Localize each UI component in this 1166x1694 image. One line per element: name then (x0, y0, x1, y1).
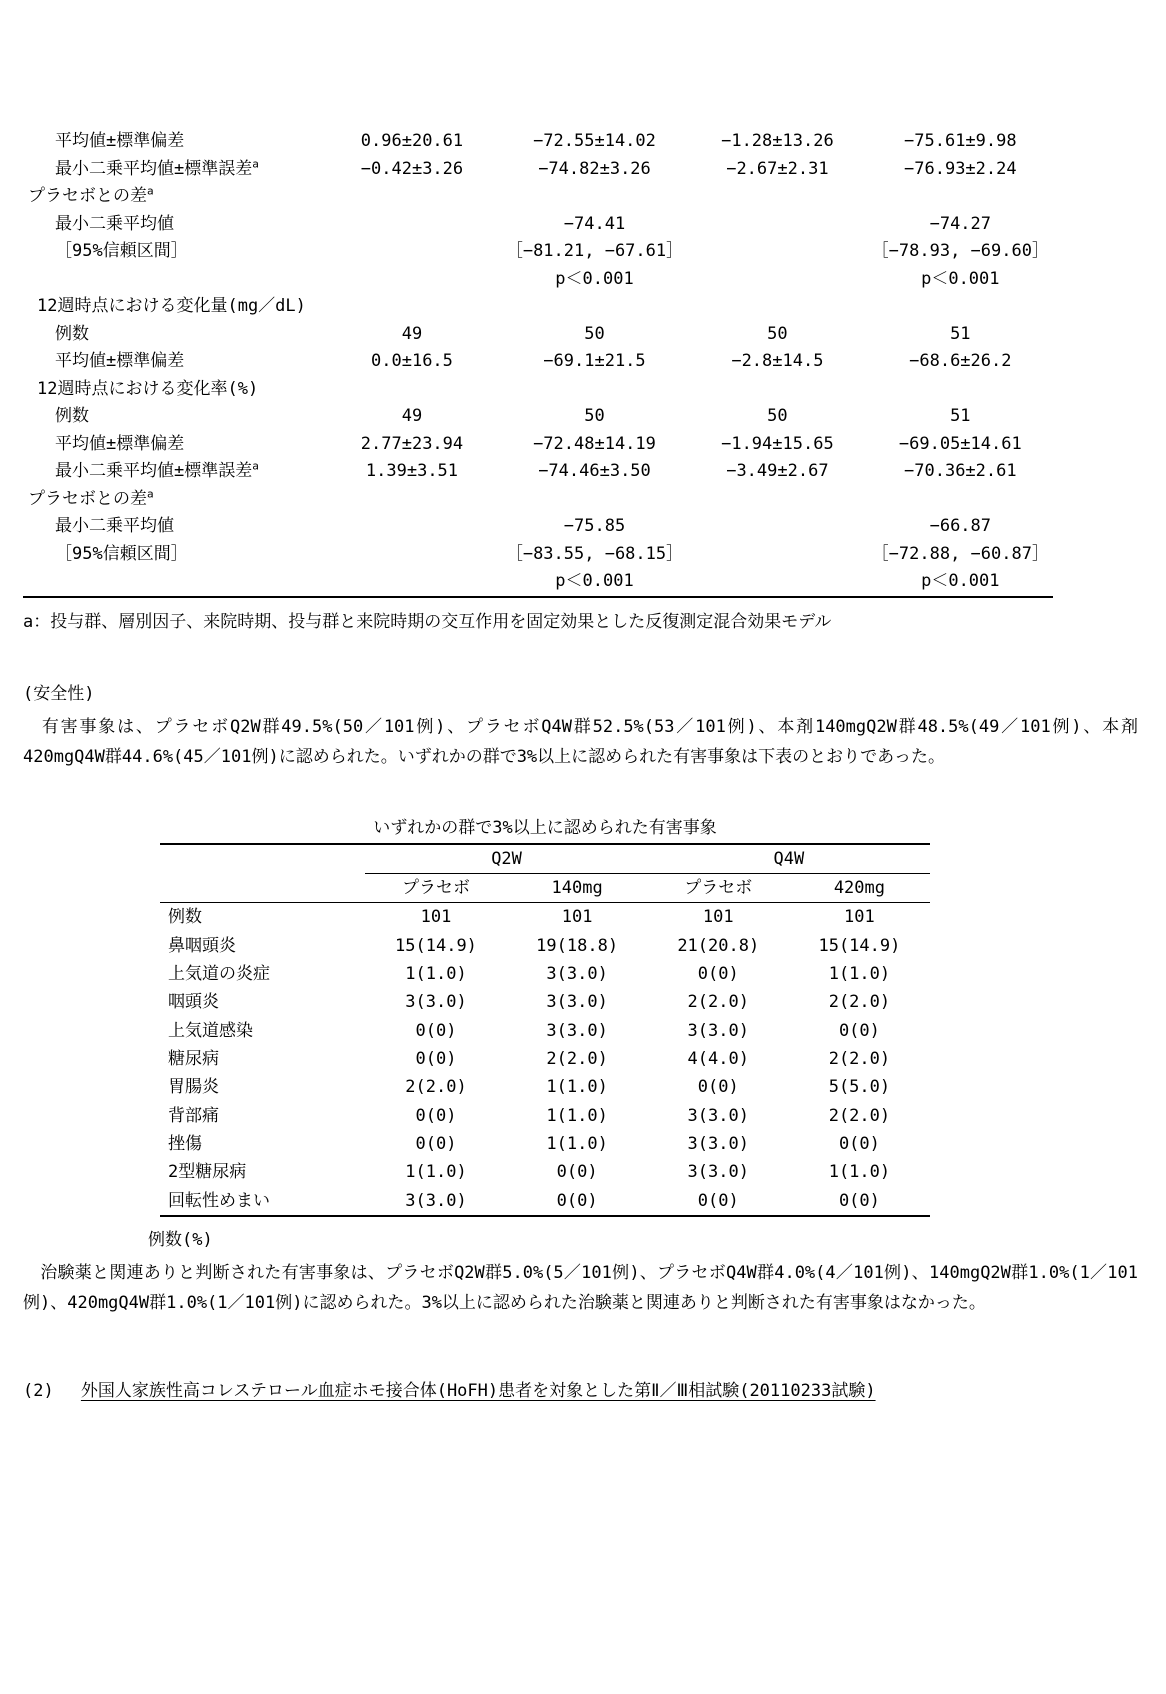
table-cell (868, 293, 1053, 321)
table-row (23, 211, 1053, 239)
row-label: 平均値±標準偏差 (55, 433, 185, 454)
table-cell: −3.49±2.67 (726, 461, 829, 481)
footnote-marker: a (252, 459, 259, 473)
table-cell: 0(0) (415, 1048, 457, 1069)
section-2-heading (23, 1376, 1138, 1401)
table-cell: 1(1.0) (546, 1105, 608, 1126)
row-label: 咽頭炎 (168, 992, 219, 1013)
table-row (23, 513, 1053, 541)
table-cell: 3(3.0) (546, 1020, 608, 1041)
table-cell: 51 (950, 323, 971, 344)
table-cell: 50 (584, 323, 605, 344)
table-row (23, 183, 1053, 211)
table-cell: 1.39±3.51 (365, 461, 459, 481)
table-row (23, 458, 1053, 486)
table-cell (687, 293, 867, 321)
table-row (23, 266, 1053, 294)
safety-paragraph-1: 有害事象は、プラセボQ2W群49.5%(50／101例)、プラセボQ4W群52.5%(53／101例)、本剤140mgQ2W群48.5%(49／101例)、本剤420mgQ4W群44.6%(45／101例)に認められた。いずれかの群で3%以上に認められた有害事象は下表のとおりであった。 (23, 717, 1138, 768)
table-cell: −69.05±14.61 (898, 433, 1022, 454)
table-cell: 5(5.0) (828, 1077, 891, 1098)
table-row (160, 1073, 930, 1101)
table-row (160, 960, 930, 988)
table-row (23, 431, 1053, 459)
table-cell: 0(0) (838, 1020, 880, 1041)
row-label: 背部痛 (168, 1105, 219, 1126)
table-row (160, 932, 930, 960)
table-cell (687, 183, 867, 211)
table-row (160, 1187, 930, 1216)
table-cell: 101 (844, 907, 875, 928)
table-row (23, 486, 1053, 514)
table-row (160, 1130, 930, 1158)
table-cell: 3(3.0) (687, 1020, 749, 1041)
table-cell (322, 513, 502, 541)
table-cell: −74.46±3.50 (538, 461, 651, 481)
adverse-events-table-wrapper (160, 813, 930, 1217)
table-cell: −69.1±21.5 (543, 351, 646, 371)
adverse-events-table-note: 例数(%) (148, 1229, 213, 1250)
group-header-row (160, 844, 930, 874)
table-cell (322, 238, 502, 266)
table-row (23, 156, 1053, 184)
table-cell: 3(3.0) (687, 1133, 749, 1154)
table-cell: 2(2.0) (828, 1048, 891, 1069)
table-cell: 0(0) (415, 1133, 457, 1154)
table-cell: 0(0) (697, 1077, 739, 1098)
table-cell: 0(0) (838, 1133, 880, 1154)
row-label: 最小二乗平均値±標準誤差$^a$ (55, 156, 259, 179)
table-cell (322, 568, 502, 597)
table-cell: −75.85 (563, 516, 626, 536)
row-label: 糖尿病 (168, 1048, 219, 1069)
table-cell (687, 211, 867, 239)
table-row (160, 1017, 930, 1045)
table-cell (502, 293, 687, 321)
table-cell: −1.94±15.65 (721, 433, 834, 454)
row-label: 平均値±標準偏差 (55, 351, 185, 371)
row-label: 鼻咽頭炎 (168, 935, 236, 956)
row-label (23, 266, 322, 294)
table-cell: 1(1.0) (828, 963, 891, 984)
footnote-marker: a (147, 184, 154, 198)
table-cell: −76.93±2.24 (904, 158, 1017, 179)
table-cell (868, 183, 1053, 211)
column-header-placebo-q2w: プラセボ (365, 873, 506, 902)
table-cell: −0.42±3.26 (360, 158, 464, 179)
table-cell: 19(18.8) (536, 935, 619, 956)
row-label: ［95%信頼区間］ (55, 543, 188, 564)
table-cell: 2(2.0) (405, 1077, 467, 1098)
group-header-q4w: Q4W (648, 844, 930, 874)
column-header-placebo-q4w: プラセボ (648, 873, 789, 902)
table-cell (322, 376, 502, 404)
table-cell (322, 486, 502, 514)
table-cell: ［−81.21, −67.61］ (505, 241, 684, 261)
table-cell (687, 568, 867, 597)
statistics-table (23, 128, 1053, 598)
table-cell: 1(1.0) (828, 1162, 891, 1183)
table-cell (687, 541, 867, 569)
table-cell: 51 (950, 406, 971, 426)
table-cell (502, 183, 687, 211)
table-cell (322, 266, 502, 294)
table-cell (502, 486, 687, 514)
table-cell: 101 (420, 907, 452, 928)
table-row (23, 348, 1053, 376)
table-cell (322, 211, 502, 239)
row-label: 上気道感染 (168, 1020, 253, 1041)
row-label: 12週時点における変化量(mg／dL) (37, 296, 306, 316)
table-cell: 15(14.9) (395, 935, 477, 956)
table-cell: 50 (767, 406, 788, 426)
table-cell: 0(0) (415, 1020, 457, 1041)
table-cell: 2(2.0) (687, 992, 749, 1013)
row-label: プラセボとの差$^a$ (28, 184, 154, 206)
table-cell: 1(1.0) (546, 1077, 608, 1098)
column-header-420mg: 420mg (789, 873, 930, 902)
table-row (160, 1102, 930, 1130)
row-label: 最小二乗平均値±標準誤差$^a$ (55, 459, 259, 481)
table-cell (687, 486, 867, 514)
table-cell: −74.41 (563, 213, 626, 234)
row-label: 最小二乗平均値 (55, 213, 174, 234)
row-label: 例数 (55, 323, 89, 344)
table-cell: 101 (702, 907, 734, 928)
table-cell: 1(1.0) (405, 963, 467, 984)
empty-header-cell (160, 844, 365, 874)
table-cell (502, 376, 687, 404)
table-cell: 1(1.0) (405, 1162, 467, 1183)
table-row (23, 321, 1053, 349)
table-cell: 0(0) (838, 1190, 880, 1211)
table-footnote: a：投与群、層別因子、来院時期、投与群と来院時期の交互作用を固定効果とした反復測定混合効果モデル (23, 611, 832, 632)
row-label: 挫傷 (168, 1133, 202, 1154)
section-2-title: 外国人家族性高コレステロール血症ホモ接合体(HoFH)患者を対象とした第Ⅱ／Ⅲ相試験(20110233試験) (80, 1381, 876, 1402)
table-cell: −68.6±26.2 (909, 351, 1012, 371)
table-cell (687, 513, 867, 541)
table-row (23, 376, 1053, 404)
table-cell: 3(3.0) (546, 992, 608, 1013)
row-label: 12週時点における変化率(%) (37, 378, 259, 399)
table-cell: −2.8±14.5 (731, 351, 824, 371)
row-label: 例数 (168, 907, 202, 928)
table-row (23, 293, 1053, 321)
row-label: 上気道の炎症 (168, 963, 270, 984)
table-cell (322, 183, 502, 211)
group-header-q2w: Q2W (365, 844, 647, 874)
table-cell: p＜0.001 (555, 268, 634, 289)
table-cell: p＜0.001 (921, 268, 1000, 289)
table-row (160, 1045, 930, 1073)
table-cell: 0(0) (697, 1190, 739, 1211)
table-row (160, 988, 930, 1016)
table-cell: ［−72.88, −60.87］ (871, 543, 1049, 564)
table-cell (322, 541, 502, 569)
safety-paragraph-2: 治験薬と関連ありと判断された有害事象は、プラセボQ2W群5.0%(5／101例)、プラセボQ4W群4.0%(4／101例)、140mgQ2W群1.0%(1／101例)、420mgQ4W群1.0%(1／101例)に認められた。3%以上に認められた治験薬と関連ありと判断された有害事象はなかった。 (23, 1262, 1138, 1314)
table-row (23, 238, 1053, 266)
table-cell: 3(3.0) (687, 1162, 749, 1183)
table-cell: 50 (584, 406, 605, 426)
row-label: 例数 (55, 406, 89, 426)
adverse-events-table (160, 843, 930, 1217)
row-label: 平均値±標準偏差 (55, 131, 185, 151)
table-cell: −70.36±2.61 (904, 461, 1017, 481)
adverse-events-table-title: いずれかの群で3%以上に認められた有害事象 (373, 817, 717, 838)
row-label: 胃腸炎 (168, 1077, 219, 1098)
adverse-events-table-body (160, 903, 930, 1216)
table-cell: −66.87 (929, 516, 992, 536)
table-cell: 3(3.0) (546, 963, 608, 984)
section-2-number: (2) (23, 1381, 54, 1402)
table-cell: 49 (401, 323, 423, 344)
table-cell: ［−78.93, −69.60］ (871, 241, 1049, 261)
table-cell: −2.67±2.31 (726, 158, 829, 179)
safety-section-heading: (安全性) (23, 684, 95, 704)
row-label: 回転性めまい (168, 1190, 270, 1211)
table-cell (322, 293, 502, 321)
table-cell: 4(4.0) (687, 1048, 749, 1069)
table-cell: 21(20.8) (677, 935, 760, 956)
row-label: プラセボとの差$^a$ (28, 486, 154, 509)
table-cell: 101 (561, 907, 593, 928)
table-cell: 2.77±23.94 (360, 433, 464, 454)
table-cell: −74.27 (929, 213, 992, 234)
table-cell: 3(3.0) (405, 992, 467, 1013)
table-cell: 0(0) (556, 1190, 598, 1211)
row-label (23, 568, 322, 597)
empty-header-cell (160, 873, 365, 902)
table-row (23, 128, 1053, 156)
table-row (160, 903, 930, 932)
table-cell: 49 (401, 406, 423, 426)
table-cell: −74.82±3.26 (538, 158, 651, 179)
table-cell: −72.48±14.19 (533, 433, 656, 454)
table-cell: 15(14.9) (818, 935, 901, 956)
table-row (23, 568, 1053, 597)
table-cell (687, 266, 867, 294)
table-row (160, 1158, 930, 1186)
column-header-row (160, 873, 930, 902)
table-cell: 3(3.0) (405, 1190, 467, 1211)
column-header-140mg: 140mg (507, 873, 648, 902)
table-cell: 3(3.0) (687, 1105, 749, 1126)
table-cell: −72.55±14.02 (533, 131, 656, 151)
table-row (23, 541, 1053, 569)
table-cell (687, 376, 867, 404)
table-cell: p＜0.001 (555, 571, 634, 591)
table-row (23, 403, 1053, 431)
row-label: 2型糖尿病 (168, 1162, 247, 1183)
statistics-table-body (23, 128, 1053, 597)
table-cell: 0(0) (415, 1105, 457, 1126)
table-cell: 50 (767, 323, 788, 344)
table-cell (868, 486, 1053, 514)
table-cell: −1.28±13.26 (721, 131, 834, 151)
table-cell: 2(2.0) (828, 992, 891, 1013)
adverse-events-table-head (160, 844, 930, 903)
footnote-marker: a (147, 486, 154, 500)
table-cell: 1(1.0) (546, 1133, 608, 1154)
table-cell (687, 238, 867, 266)
table-cell: 2(2.0) (828, 1105, 891, 1126)
table-cell: 2(2.0) (546, 1048, 608, 1069)
table-cell: 0(0) (556, 1162, 598, 1183)
table-cell: ［−83.55, −68.15］ (505, 543, 684, 564)
table-cell: 0.0±16.5 (371, 351, 453, 371)
row-label: 最小二乗平均値 (55, 516, 174, 536)
table-cell: p＜0.001 (921, 571, 1000, 591)
table-cell: 0.96±20.61 (360, 131, 464, 151)
table-cell: −75.61±9.98 (904, 131, 1017, 151)
table-cell: 0(0) (697, 963, 739, 984)
row-label: ［95%信頼区間］ (55, 241, 188, 261)
footnote-marker: a (252, 156, 259, 170)
table-cell (868, 376, 1053, 404)
